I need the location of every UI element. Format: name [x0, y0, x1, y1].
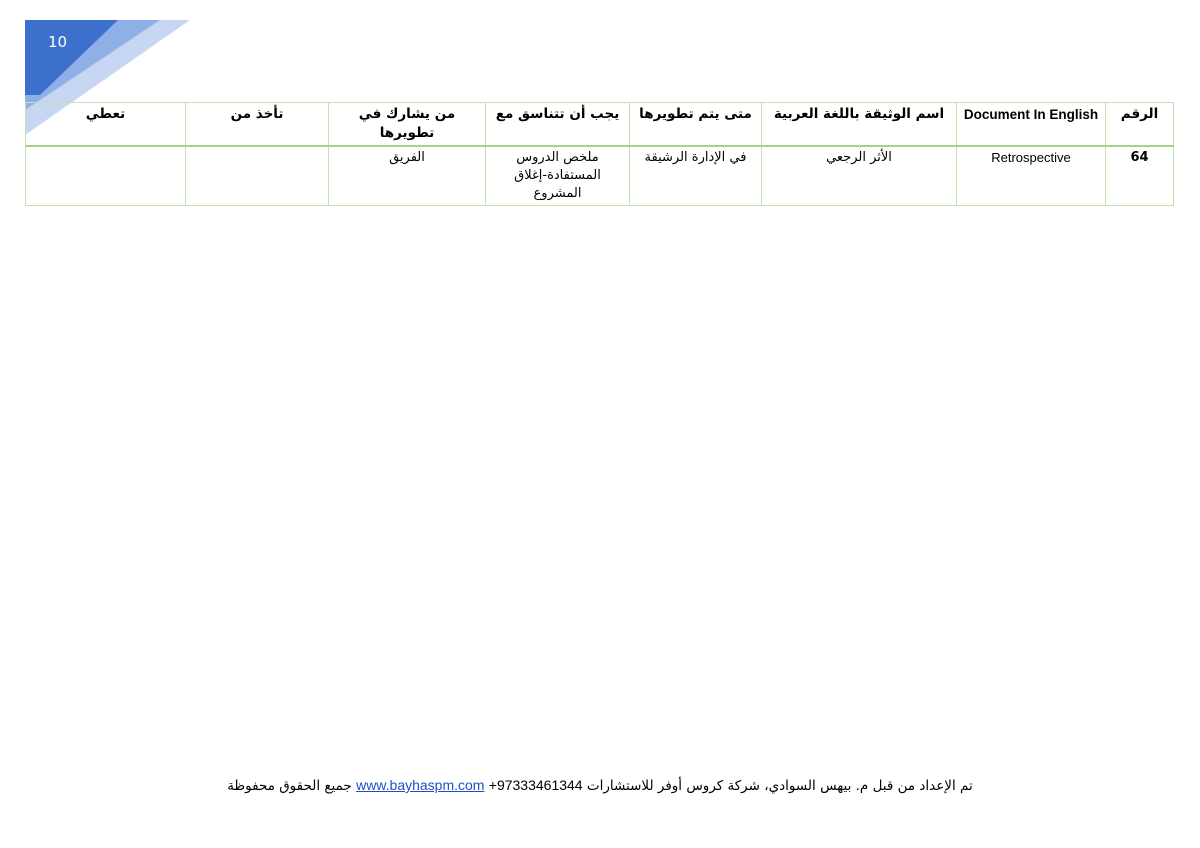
footer — [0, 777, 1200, 794]
header-english: Document In English — [957, 103, 1106, 147]
header-when: متى يتم تطويرها — [630, 103, 762, 147]
cell-align-with: ملخص الدروس المستفادة-إغلاق المشروع — [486, 146, 630, 206]
header-align-with: يجب أن تتناسق مع — [486, 103, 630, 147]
table-header-row — [26, 103, 1174, 147]
footer-phone: +97333461344 — [488, 777, 583, 793]
cell-gives — [26, 146, 186, 206]
cell-when: في الإدارة الرشيقة — [630, 146, 762, 206]
cell-participants: الفريق — [329, 146, 486, 206]
footer-credit: تم الإعداد من قبل م. بيهس السوادي، شركة كروس أوفر للاستشارات — [582, 778, 973, 794]
cell-arabic-name: الأثر الرجعي — [762, 146, 957, 206]
header-takes-from: تأخذ من — [186, 103, 329, 147]
documents-table — [25, 102, 1174, 206]
cell-english: Retrospective — [957, 146, 1106, 206]
cell-takes-from — [186, 146, 329, 206]
header-gives: تعطي — [26, 103, 186, 147]
page-number: 10 — [48, 33, 68, 51]
header-participants: من يشارك في تطويرها — [329, 103, 486, 147]
footer-website-link[interactable]: www.bayhaspm.com — [356, 777, 485, 793]
table-row — [26, 146, 1174, 206]
header-number: الرقم — [1106, 103, 1174, 147]
cell-number: 64 — [1106, 146, 1174, 206]
header-arabic-name: اسم الوثيقة باللغة العربية — [762, 103, 957, 147]
footer-rights: جميع الحقوق محفوظة — [227, 778, 352, 794]
